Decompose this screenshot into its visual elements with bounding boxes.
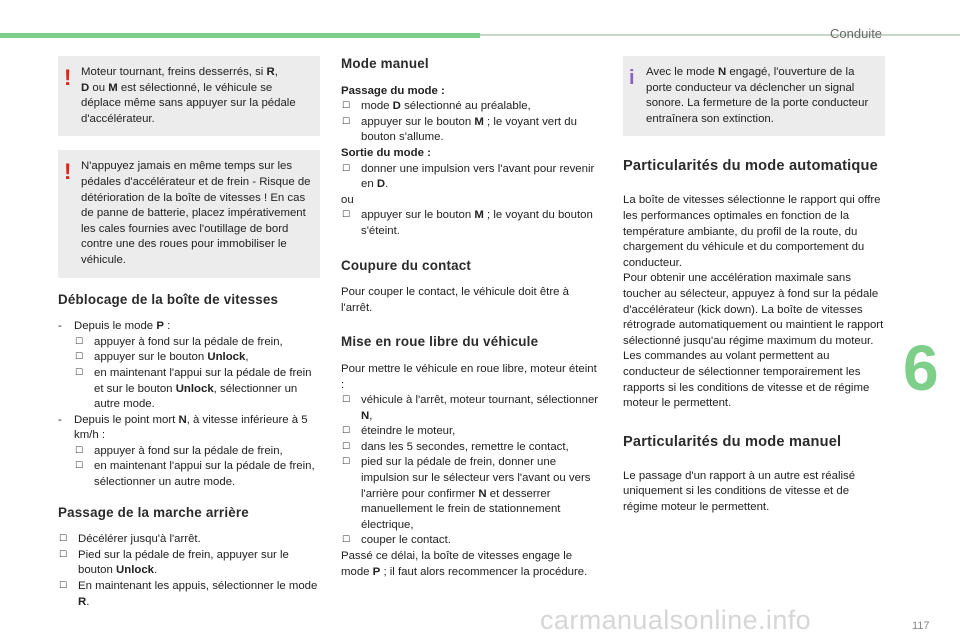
subheading-sortie: Sortie du mode : — [341, 146, 431, 159]
list-item: ☐ pied sur la pédale de frein, donner une impulsion sur le sélecteur vers l'avant ou vers l'arrière pour confirmer N et desserrer manuellement le frein de stationnement électrique, — [341, 456, 591, 531]
heading-roue-libre: Mise en roue libre du véhicule — [341, 334, 539, 350]
checkbox-bullet-icon: ☐ — [341, 210, 351, 221]
header-accent-bar — [0, 33, 480, 38]
subheading-passage: Passage du mode : — [341, 84, 445, 97]
checkbox-bullet-icon: ☐ — [341, 163, 351, 174]
checkbox-bullet-icon: ☐ — [341, 395, 351, 406]
note-text: Avec le mode N engagé, l'ouverture de la porte conducteur va déclencher un signal sonore. La fermeture de la porte conducteur entraînera son extinction. — [646, 66, 869, 125]
note-text: N'appuyez jamais en même temps sur les pédales d'accélérateur et de frein - Risque de détérioration de la boîte de vitesses ! En cas de panne de batterie, placez impérativement les cales fournies avec l'outillage de bord contre une des roues pour immobiliser le véhicule. — [81, 160, 311, 266]
list-item: ☐ éteindre le moteur, — [341, 425, 456, 438]
list-item: ☐ couper le contact. — [341, 534, 451, 547]
list-item: ☐ appuyer à fond sur la pédale de frein, — [74, 335, 283, 348]
checkbox-bullet-icon: ☐ — [58, 549, 68, 560]
checkbox-bullet-icon: ☐ — [74, 352, 84, 363]
checkbox-bullet-icon: ☐ — [58, 534, 68, 545]
checkbox-bullet-icon: ☐ — [341, 535, 351, 546]
heading-marche-arriere: Passage de la marche arrière — [58, 504, 249, 520]
list-item: ☐ appuyer sur le bouton M ; le voyant vert du bouton s'allume. — [341, 115, 577, 144]
heading-mode-automatique: Particularités du mode automatique — [623, 158, 878, 175]
warning-note — [58, 56, 320, 136]
list-item: ☐ mode D sélectionné au préalable, — [341, 100, 531, 113]
list-item: - Depuis le point mort N, à vitesse inférieure à 5 km/h : — [58, 413, 308, 442]
list-item: ☐ appuyer à fond sur la pédale de frein, — [74, 444, 283, 457]
watermark: carmanualsonline.info — [540, 605, 812, 635]
list-item: ☐ Pied sur la pédale de frein, appuyer sur le bouton Unlock. — [58, 548, 289, 577]
note-text: Moteur tournant, freins desserrés, si R, D ou M est sélectionné, le véhicule se déplace même sans appuyer sur la pédale d'accélérateur. — [81, 66, 296, 125]
checkbox-bullet-icon: ☐ — [341, 426, 351, 437]
list-item: ☐ en maintenant l'appui sur la pédale de frein et sur le bouton Unlock, sélectionner un autre mode. — [74, 366, 312, 411]
paragraph: Pour obtenir une accélération maximale sans toucher au sélecteur, appuyez à fond sur la pédale d'accélérateur (kick down). La boîte de vitesses rétrograde automatiquement ou maintient le rapport sélectionné jusqu'au régime maximum du moteur. — [623, 272, 884, 347]
paragraph: Les commandes au volant permettent au conducteur de sélectionner temporairement les rapports si les conditions de vitesse et de régime moteur le permettent. — [623, 350, 870, 410]
paragraph: Pour couper le contact, le véhicule doit être à l'arrêt. — [341, 286, 569, 314]
checkbox-bullet-icon: ☐ — [341, 101, 351, 112]
header-rule — [480, 34, 960, 36]
checkbox-bullet-icon: ☐ — [341, 116, 351, 127]
chapter-number: 6 — [903, 332, 939, 404]
checkbox-bullet-icon: ☐ — [74, 461, 84, 472]
paragraph: Le passage d'un rapport à un autre est réalisé uniquement si les conditions de vitesse et de régime moteur le permettent. — [623, 469, 856, 513]
heading-deblocage: Déblocage de la boîte de vitesses — [58, 291, 279, 307]
checkbox-bullet-icon: ☐ — [58, 581, 68, 592]
checkbox-bullet-icon: ☐ — [74, 367, 84, 378]
checkbox-bullet-icon: ☐ — [341, 441, 351, 452]
warning-icon: ! — [64, 65, 72, 90]
or-text: ou — [341, 193, 354, 206]
heading-coupure: Coupure du contact — [341, 257, 472, 273]
checkbox-bullet-icon: ☐ — [74, 445, 84, 456]
list-item: - Depuis le mode P : — [58, 320, 171, 333]
section-title: Conduite — [830, 26, 883, 41]
list-item: ☐ en maintenant l'appui sur la pédale de frein, sélectionner un autre mode. — [74, 460, 315, 489]
column-middle — [341, 56, 603, 580]
info-note — [623, 56, 885, 136]
list-item: ☐ dans les 5 secondes, remettre le contact, — [341, 440, 569, 453]
checkbox-bullet-icon: ☐ — [74, 336, 84, 347]
heading-mode-manuel-particularites: Particularités du mode manuel — [623, 433, 842, 450]
list-item: ☐ appuyer sur le bouton M ; le voyant du bouton s'éteint. — [341, 209, 593, 237]
column-right — [623, 56, 885, 515]
info-icon: i — [629, 67, 635, 89]
list-item: ☐ donner une impulsion vers l'avant pour revenir en D. — [341, 162, 595, 191]
paragraph: La boîte de vitesses sélectionne le rapport qui offre les performances optimales en fonction de la température ambiante, du profil de la route, du chargement du véhicule et du comportement du conducteur. — [623, 194, 881, 269]
list-item: ☐ appuyer sur le bouton Unlock, — [74, 351, 249, 364]
column-left — [58, 56, 320, 610]
page-number: 117 — [912, 620, 930, 632]
paragraph: Pour mettre le véhicule en roue libre, moteur éteint : — [341, 362, 597, 391]
list-item: ☐ En maintenant les appuis, sélectionner le mode R. — [58, 580, 318, 608]
heading-mode-manuel: Mode manuel — [341, 56, 429, 71]
checkbox-bullet-icon: ☐ — [341, 457, 351, 468]
warning-note — [58, 150, 320, 277]
warning-icon: ! — [64, 159, 72, 185]
paragraph: Passé ce délai, la boîte de vitesses engage le mode P ; il faut alors recommencer la procédure. — [341, 550, 588, 578]
list-item: ☐ véhicule à l'arrêt, moteur tournant, sélectionner N, — [341, 394, 599, 422]
list-item: ☐ Décélérer jusqu'à l'arrêt. — [58, 533, 201, 546]
